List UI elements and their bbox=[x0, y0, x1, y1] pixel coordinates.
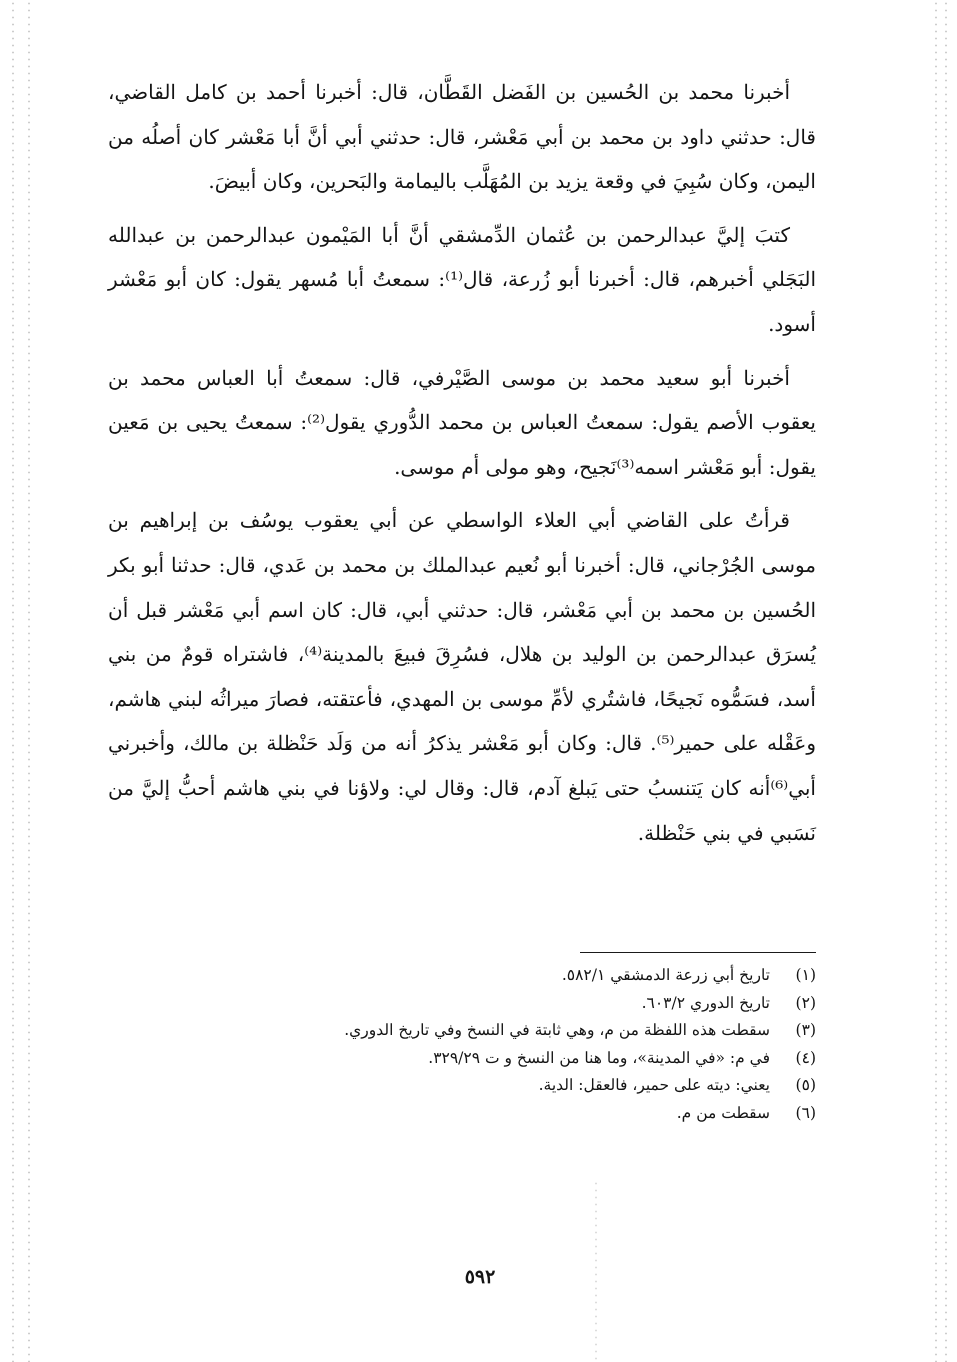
footnote-number: (٤) bbox=[795, 1048, 816, 1067]
paragraph: قرأتُ على القاضي أبي العلاء الواسطي عن أبي يعقوب يوسُف بن إبراهيم بن موسى الجُرْجاني، قال: أخبرنا أبو نُعيم عبدالملك بن محمد بن عَدي، قال: حدثنا أبو بكر الحُسين بن محمد بن أبي مَعْشر، قال: حدثني أبي، قال: كان اسم أبي مَعْشر قبل أن يُسرَق عبدالرحمن بن الوليد بن هلال، فسُرِقَ فبيعَ بالمدينة⁽⁴⁾، فاشتراه قومٌ من بني أسد، فسَمُّوه نَجيحًا، فاشتُري لأمِّ موسى بن المهدي، فأعتقته، فصارَ ميراثُه لبني هاشم، وعَقْله على حمير⁽⁵⁾. قال: وكان أبو مَعْشر يذكرُ أنه من وَلَد حَنْظلة بن مالك، وأخبرني أبي⁽⁶⁾أنه كان يَتنسبُ حتى يَبلغ آدم، قال: وقال لي: ولاؤنا في بني هاشم أحبُّ إليَّ من نَسَبي في بني حَنْظلة. bbox=[108, 508, 817, 845]
footnote-number: (١) bbox=[795, 966, 816, 984]
footnote-item bbox=[200, 1072, 816, 1100]
footnote-number: (٢) bbox=[795, 993, 816, 1012]
scan-artifact bbox=[12, 0, 14, 1362]
footnote-number: (٦) bbox=[795, 1103, 816, 1122]
footnote-text: تاريخ أبي زرعة الدمشقي ٥٨٢/١. bbox=[561, 966, 770, 984]
footnote-text: يعني: ديته على حمير، فالعقل: الدية. bbox=[538, 1076, 770, 1095]
scan-artifact bbox=[595, 1180, 597, 1362]
footnote-item bbox=[200, 990, 816, 1018]
footnote-item bbox=[200, 1017, 816, 1045]
footnote-number: (٣) bbox=[795, 1021, 816, 1040]
scan-artifact bbox=[945, 0, 947, 1362]
footnote-text: تاريخ الدوري ٦٠٣/٢. bbox=[641, 993, 770, 1012]
footnote-text: سقطت هذه اللفظة من م، وهي ثابتة في النسخ وفي تاريخ الدوري. bbox=[344, 1021, 770, 1040]
paragraph: أخبرنا محمد بن الحُسين بن الفَضل القَطَّان، قال: أخبرنا أحمد بن كامل القاضي، قال: حدثني داود بن محمد بن أبي مَعْشر، قال: حدثني أبي أنَّ أبا مَعْشر كان أصلُه من اليمن، وكان سُبِيَ في وقعة يزيد بن المُهَلَّب باليمامة والبَحرين، وكان أبيضَ. bbox=[108, 80, 816, 194]
paragraph: كتبَ إليَّ عبدالرحمن بن عُثمان الدِّمشقي أنَّ أبا المَيْمون عبدالرحمن بن عبدالله البَجَلي أخبرهم، قال: أخبرنا أبو زُرعة، قال⁽¹⁾: سمعتُ أبا مُسهر يقول: كان أبو مَعْشر أسود. bbox=[108, 222, 816, 336]
footnotes bbox=[200, 962, 816, 1128]
footnote-separator bbox=[580, 952, 816, 953]
main-text bbox=[108, 70, 816, 855]
footnote-text: في م: «في المدينة»، وما هنا من النسخ و ت ٣٢٩/٢٩. bbox=[428, 1048, 770, 1067]
footnote-item bbox=[200, 962, 816, 990]
scan-artifact bbox=[28, 0, 30, 1362]
page-number: ٥٩٢ bbox=[464, 1266, 496, 1288]
footnote-text: سقطت من م. bbox=[676, 1103, 770, 1122]
scan-artifact bbox=[935, 0, 937, 1362]
paragraph: أخبرنا أبو سعيد محمد بن موسى الصَّيْرفي، قال: سمعتُ أبا العباس محمد بن يعقوب الأصم يقول: سمعتُ العباس بن محمد الدُّوري يقول⁽²⁾: سمعتُ يحيى بن مَعين يقول: أبو مَعْشر اسمه⁽³⁾نَجيح، وهو مولى أم موسى. bbox=[108, 365, 816, 479]
footnote-number: (٥) bbox=[795, 1076, 816, 1095]
footnote-item bbox=[200, 1100, 816, 1128]
footnote-item bbox=[200, 1045, 816, 1073]
